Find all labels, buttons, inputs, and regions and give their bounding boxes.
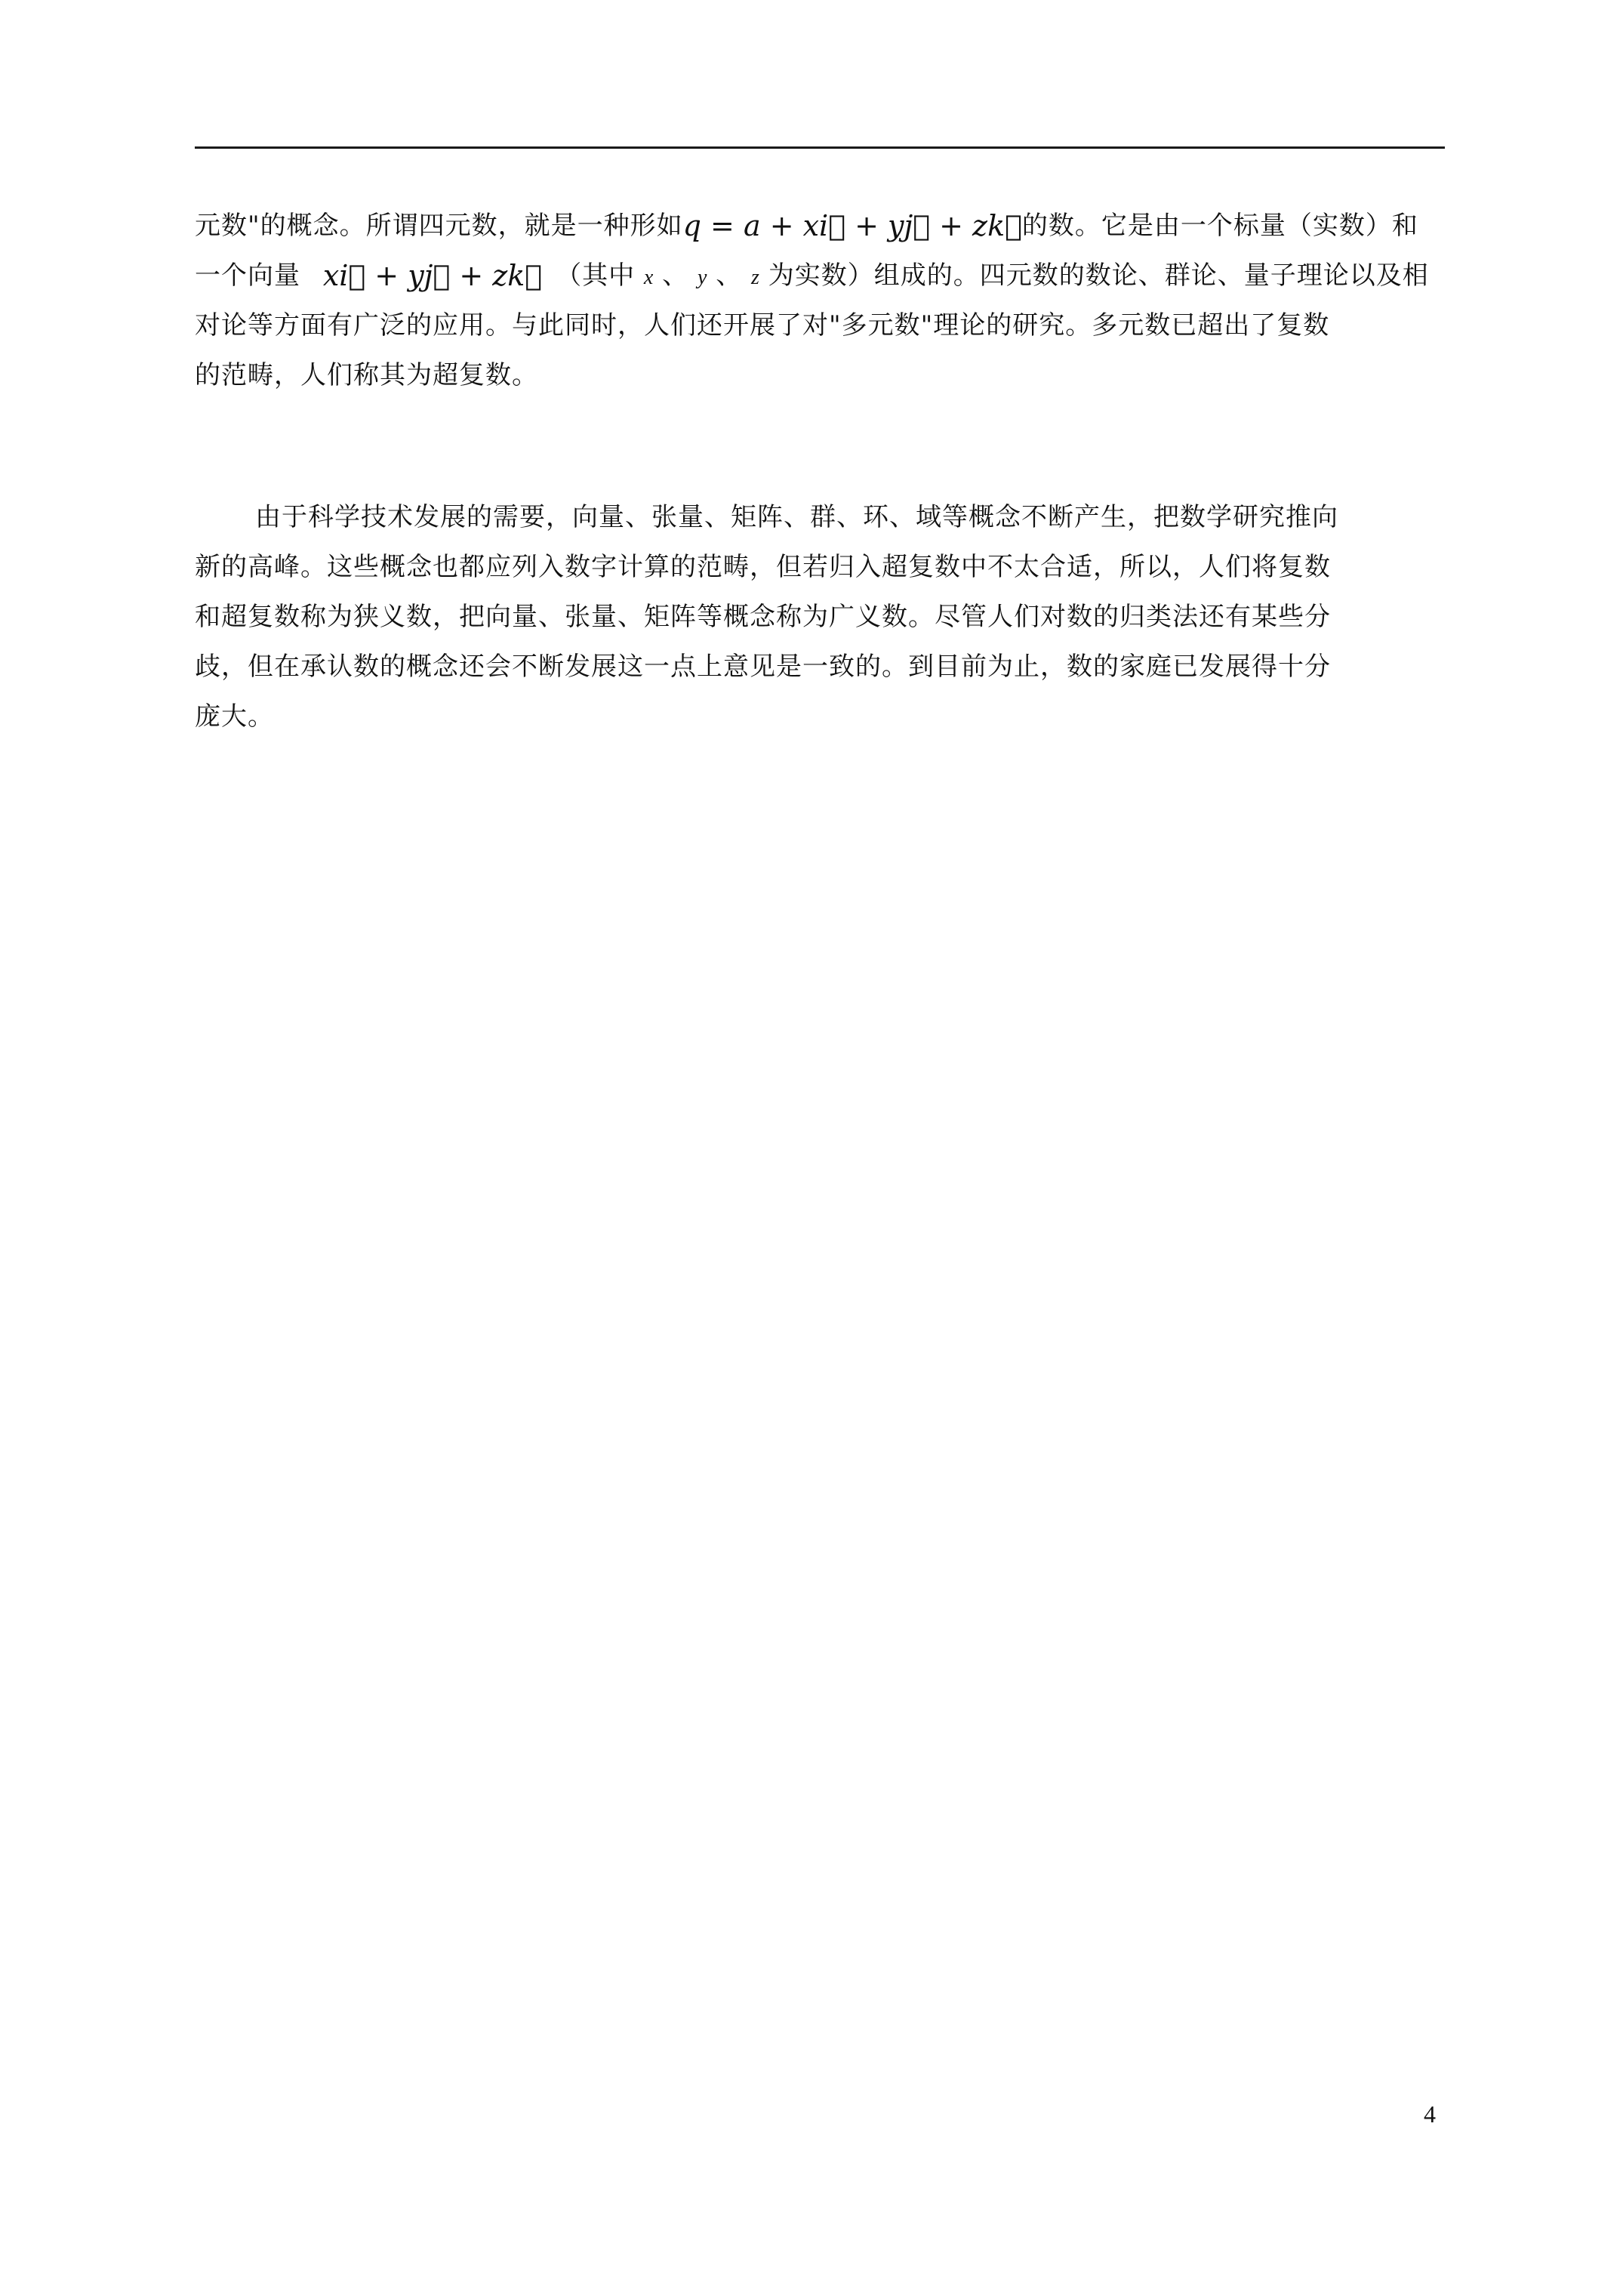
- header-rule: [195, 146, 1445, 149]
- paragraph-line: [195, 251, 1448, 300]
- quaternion-formula: q = a + xi⃗ + yj⃗ + zk⃗: [682, 209, 1022, 242]
- paragraph-line: 歧，但在承认数的概念还会不断发展这一点上意见是一致的。到目前为止，数的家庭已发展得十分: [195, 652, 1331, 682]
- paragraph-line: 庞大。: [195, 701, 274, 732]
- vector-formula: xi⃗ + yj⃗ + zk⃗: [322, 259, 543, 292]
- page-number: 4: [1424, 2100, 1436, 2128]
- paragraph-line: 新的高峰。这些概念也都应列入数字计算的范畴，但若归入超复数中不太合适，所以，人们将复数: [195, 552, 1331, 582]
- paragraph-quaternion: [195, 201, 1448, 400]
- separator: 、: [716, 260, 743, 291]
- text-run: 元数"的概念。所谓四元数，就是一种形如: [195, 211, 683, 241]
- variable-x: x: [643, 266, 654, 289]
- text-run: （其中: [556, 260, 636, 291]
- variable-y: y: [697, 266, 707, 289]
- text-run: 为实数）组成的。四元数的数论、群论、量子理论以及相: [768, 260, 1429, 291]
- text-run: 的数。它是由一个标量（实数）和: [1021, 211, 1418, 241]
- variable-z: z: [751, 266, 759, 289]
- paragraph-line: 的范畴，人们称其为超复数。: [195, 360, 538, 390]
- paragraph-line: 由于科学技术发展的需要，向量、张量、矩阵、群、环、域等概念不断产生，把数学研究推向: [255, 502, 1338, 532]
- paragraph-line: 对论等方面有广泛的应用。与此同时，人们还开展了对"多元数"理论的研究。多元数已超出了复数: [195, 310, 1330, 341]
- paragraph-line: 和超复数称为狭义数，把向量、张量、矩阵等概念称为广义数。尽管人们对数的归类法还有某些分: [195, 602, 1331, 632]
- text-run: 一个向量: [195, 260, 300, 291]
- paragraph-generalized-numbers: [195, 492, 1448, 741]
- separator: 、: [662, 260, 689, 291]
- paragraph-line: [195, 201, 1448, 251]
